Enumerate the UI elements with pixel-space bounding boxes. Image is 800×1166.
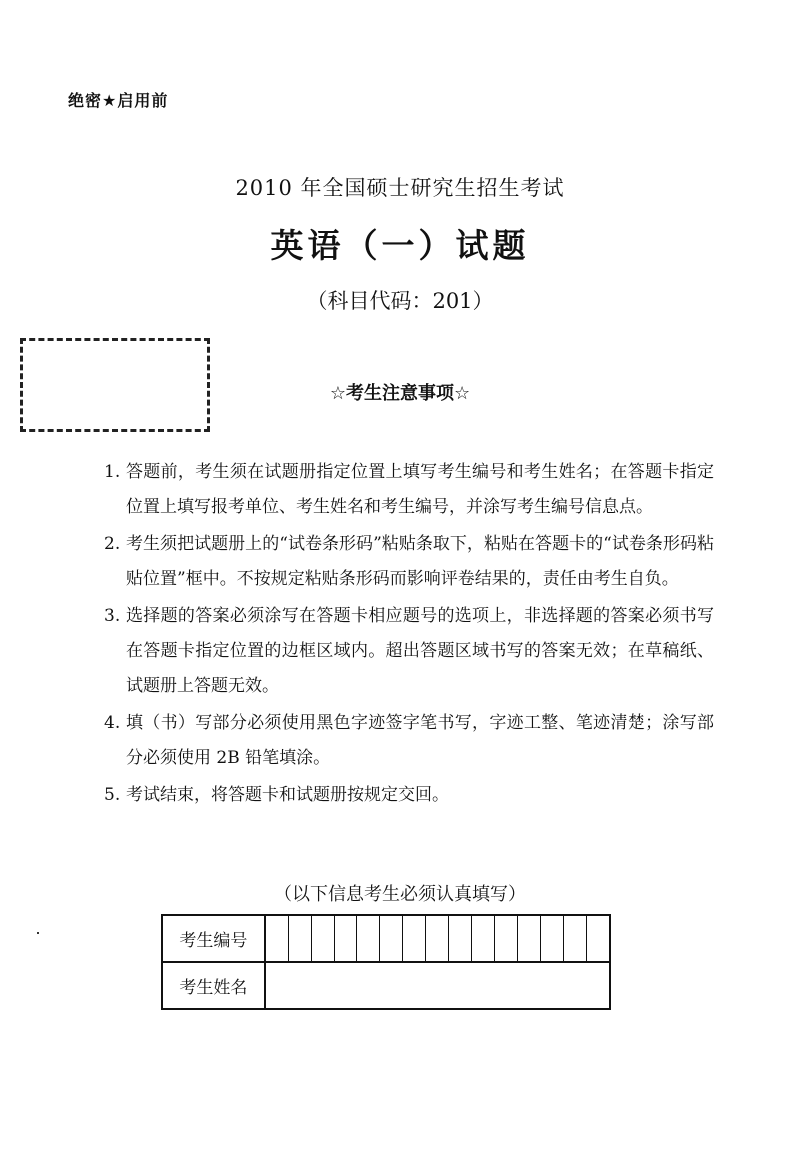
notice-heading: ☆考生注意事项☆ bbox=[329, 383, 471, 404]
item-number: 2. bbox=[104, 534, 121, 554]
page-title: 英语（一）试题 bbox=[270, 226, 530, 265]
item-text: 考生须把试题册上的“试卷条形码”粘贴条取下，粘贴在答题卡的“试卷条形码粘贴位置”框中。不按规定粘贴条形码而影响评卷结果的，责任由考生自负。 bbox=[126, 534, 714, 589]
item-text: 考试结束，将答题卡和试题册按规定交回。 bbox=[126, 785, 449, 805]
confidential-label: 绝密★启用前 bbox=[68, 91, 169, 110]
fill-instruction: （以下信息考生必须认真填写） bbox=[274, 884, 526, 905]
list-item bbox=[104, 527, 714, 597]
item-number: 4. bbox=[104, 713, 121, 733]
candidate-number-cell[interactable] bbox=[495, 915, 518, 962]
candidate-number-cell[interactable] bbox=[563, 915, 586, 962]
item-text: 选择题的答案必须涂写在答题卡相应题号的选项上，非选择题的答案必须书写在答题卡指定位置的边框区域内。超出答题区域书写的答案无效；在草稿纸、试题册上答题无效。 bbox=[126, 606, 714, 696]
candidate-number-cell[interactable] bbox=[357, 915, 380, 962]
candidate-number-cell[interactable] bbox=[265, 915, 288, 962]
candidate-number-cell[interactable] bbox=[426, 915, 449, 962]
item-number: 3. bbox=[104, 606, 121, 626]
candidate-number-cell[interactable] bbox=[380, 915, 403, 962]
candidate-number-cell[interactable] bbox=[449, 915, 472, 962]
scan-speck bbox=[37, 932, 39, 934]
candidate-number-cell[interactable] bbox=[288, 915, 311, 962]
subject-code: （科目代码：201） bbox=[306, 289, 494, 313]
candidate-info-table bbox=[161, 914, 611, 1010]
candidate-number-cell[interactable] bbox=[540, 915, 563, 962]
list-item bbox=[104, 706, 714, 776]
item-number: 1. bbox=[104, 462, 121, 482]
candidate-name-field[interactable] bbox=[265, 962, 610, 1009]
item-number: 5. bbox=[104, 785, 121, 805]
candidate-number-cell[interactable] bbox=[518, 915, 541, 962]
list-item bbox=[104, 599, 714, 704]
list-item bbox=[104, 455, 714, 525]
candidate-number-cell[interactable] bbox=[403, 915, 426, 962]
candidate-number-cell[interactable] bbox=[586, 915, 610, 962]
table-row bbox=[162, 915, 610, 962]
candidate-number-cell[interactable] bbox=[472, 915, 495, 962]
exam-title: 2010 年全国硕士研究生招生考试 bbox=[235, 176, 565, 200]
candidate-number-cell[interactable] bbox=[311, 915, 334, 962]
notice-list bbox=[104, 455, 714, 815]
candidate-number-cell[interactable] bbox=[334, 915, 357, 962]
candidate-name-label: 考生姓名 bbox=[162, 962, 265, 1009]
list-item bbox=[104, 778, 714, 813]
item-text: 答题前，考生须在试题册指定位置上填写考生编号和考生姓名；在答题卡指定位置上填写报考单位、考生姓名和考生编号，并涂写考生编号信息点。 bbox=[126, 462, 714, 517]
item-text: 填（书）写部分必须使用黑色字迹签字笔书写，字迹工整、笔迹清楚；涂写部分必须使用 2B 铅笔填涂。 bbox=[126, 713, 714, 768]
candidate-number-label: 考生编号 bbox=[162, 915, 265, 962]
table-row bbox=[162, 962, 610, 1009]
